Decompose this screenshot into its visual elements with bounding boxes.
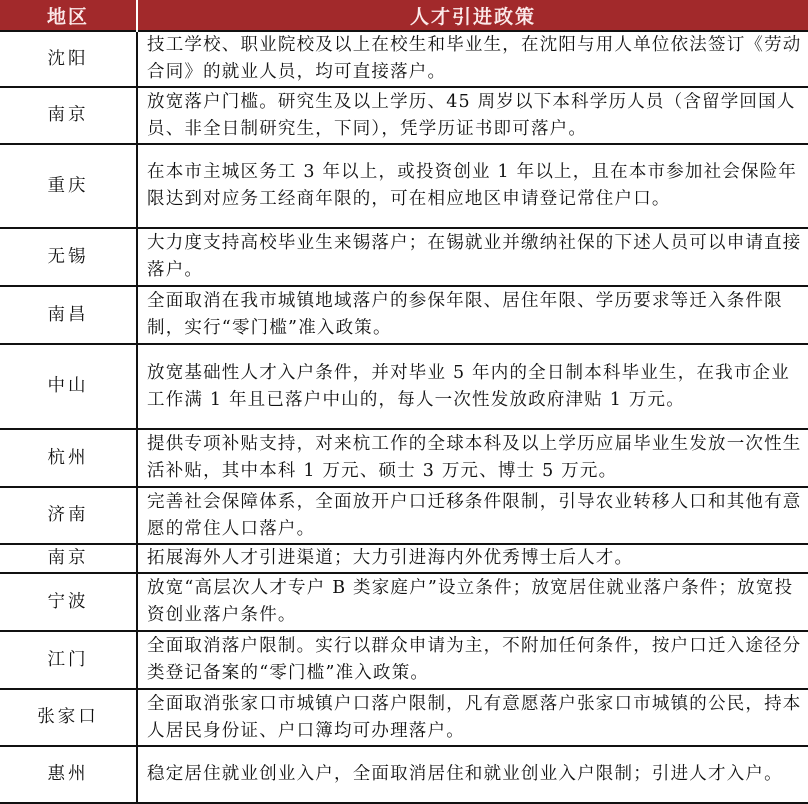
- region-cell: 江门: [0, 631, 137, 689]
- table-row: [0, 689, 808, 746]
- table-row: [0, 87, 808, 144]
- region-cell: 沈阳: [0, 31, 137, 87]
- region-cell: 南京: [0, 87, 137, 144]
- region-cell: 杭州: [0, 429, 137, 487]
- region-cell: 济南: [0, 487, 137, 544]
- policy-cell: 提供专项补贴支持，对来杭工作的全球本科及以上学历应届毕业生发放一次性生活补贴，其中本科 1 万元、硕士 3 万元、博士 5 万元。: [137, 429, 808, 487]
- table-row: [0, 228, 808, 286]
- table-row: [0, 429, 808, 487]
- table-row: [0, 631, 808, 689]
- table-row: [0, 487, 808, 544]
- table-row: [0, 31, 808, 87]
- policy-cell: 拓展海外人才引进渠道；大力引进海内外优秀博士后人才。: [137, 544, 808, 573]
- region-cell: 张家口: [0, 689, 137, 746]
- policy-cell: 全面取消在我市城镇地域落户的参保年限、居住年限、学历要求等迁入条件限制，实行“零门槛”准入政策。: [137, 286, 808, 344]
- header-region: 地区: [0, 0, 137, 31]
- policy-cell: 稳定居住就业创业入户，全面取消居住和就业创业入户限制；引进人才入户。: [137, 746, 808, 803]
- region-cell: 南昌: [0, 286, 137, 344]
- policy-cell: 全面取消落户限制。实行以群众申请为主，不附加任何条件，按户口迁入途径分类登记备案的“零门槛”准入政策。: [137, 631, 808, 689]
- region-cell: 惠州: [0, 746, 137, 803]
- policy-cell: 放宽基础性人才入户条件，并对毕业 5 年内的全日制本科毕业生，在我市企业工作满 1 年且已落户中山的，每人一次性发放政府津贴 1 万元。: [137, 344, 808, 429]
- table-body: [0, 31, 808, 803]
- table-row: [0, 544, 808, 573]
- policy-cell: 放宽“高层次人才专户 B 类家庭户”设立条件；放宽居住就业落户条件；放宽投资创业落户条件。: [137, 573, 808, 631]
- table-header-row: [0, 0, 808, 31]
- table-row: [0, 286, 808, 344]
- header-policy: 人才引进政策: [137, 0, 808, 31]
- policy-cell: 技工学校、职业院校及以上在校生和毕业生，在沈阳与用人单位依法签订《劳动合同》的就业人员，均可直接落户。: [137, 31, 808, 87]
- region-cell: 中山: [0, 344, 137, 429]
- region-cell: 南京: [0, 544, 137, 573]
- region-cell: 无锡: [0, 228, 137, 286]
- table-row: [0, 144, 808, 228]
- policy-cell: 大力度支持高校毕业生来锡落户；在锡就业并缴纳社保的下述人员可以申请直接落户。: [137, 228, 808, 286]
- region-cell: 宁波: [0, 573, 137, 631]
- policy-cell: 全面取消张家口市城镇户口落户限制，凡有意愿落户张家口市城镇的公民，持本人居民身份证、户口簿均可办理落户。: [137, 689, 808, 746]
- table-row: [0, 344, 808, 429]
- policy-cell: 完善社会保障体系，全面放开户口迁移条件限制，引导农业转移人口和其他有意愿的常住人口落户。: [137, 487, 808, 544]
- policy-cell: 在本市主城区务工 3 年以上，或投资创业 1 年以上，且在本市参加社会保险年限达到对应务工经商年限的，可在相应地区申请登记常住户口。: [137, 144, 808, 228]
- region-cell: 重庆: [0, 144, 137, 228]
- policy-cell: 放宽落户门槛。研究生及以上学历、45 周岁以下本科学历人员（含留学回国人员、非全日制研究生，下同），凭学历证书即可落户。: [137, 87, 808, 144]
- table-row: [0, 573, 808, 631]
- table-row: [0, 746, 808, 803]
